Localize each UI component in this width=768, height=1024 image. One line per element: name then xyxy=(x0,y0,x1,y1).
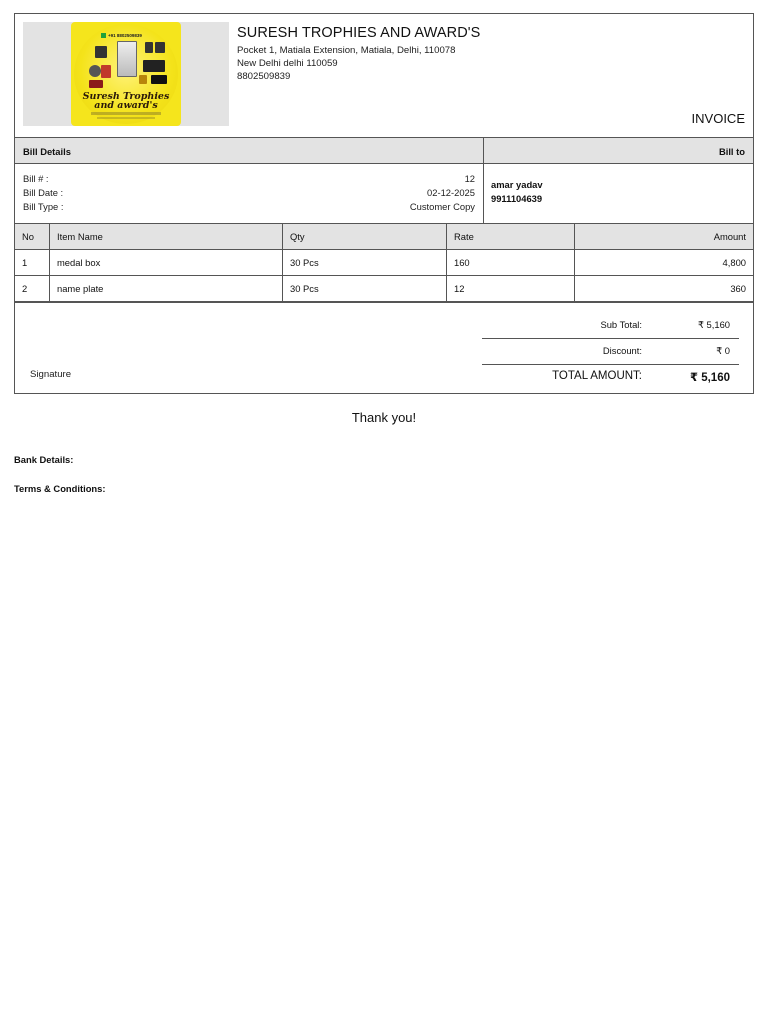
bill-to-header: Bill to xyxy=(718,146,745,157)
logo-phone: +91 8802509839 xyxy=(101,33,142,38)
bill-header-bar xyxy=(15,138,753,164)
cell-rate: 160 xyxy=(447,250,575,276)
bill-number-row xyxy=(23,173,475,187)
cell-rate: 12 xyxy=(447,276,575,302)
bill-type-row xyxy=(23,201,475,215)
cell-amount: 4,800 xyxy=(575,250,754,276)
table-row xyxy=(15,250,753,276)
bill-details-section xyxy=(15,164,753,224)
items-header-row xyxy=(15,224,753,250)
table-row xyxy=(15,276,753,302)
col-qty: Qty xyxy=(283,224,447,250)
shop-name: SURESH TROPHIES AND AWARD'S xyxy=(237,25,481,41)
customer-name: amar yadav xyxy=(491,179,543,190)
invoice-title: INVOICE xyxy=(691,111,745,126)
subtotal-value: ₹ 5,160 xyxy=(697,319,730,330)
invoice-header xyxy=(15,14,753,138)
cell-item-name: name plate xyxy=(50,276,283,302)
bill-to-details xyxy=(491,178,543,206)
logo-container xyxy=(23,22,229,126)
cell-no: 2 xyxy=(15,276,50,302)
bill-type-value: Customer Copy xyxy=(409,201,475,212)
cell-no: 1 xyxy=(15,250,50,276)
customer-phone: 9911104639 xyxy=(491,193,543,204)
bill-type-label: Bill Type : xyxy=(23,201,64,212)
thank-you-note: Thank you! xyxy=(351,410,417,425)
logo-brand-text: Suresh Trophies and award's xyxy=(82,91,170,111)
shop-address-line1: Pocket 1, Matiala Extension, Matiala, Delhi, 110078 xyxy=(237,45,456,56)
discount-label: Discount: xyxy=(602,345,642,356)
bank-details-label: Bank Details: xyxy=(14,454,74,465)
shop-info xyxy=(237,25,480,83)
bill-date-row xyxy=(23,187,475,201)
invoice-document xyxy=(14,13,754,394)
subtotal-label: Sub Total: xyxy=(600,319,642,330)
whatsapp-icon xyxy=(101,33,106,38)
items-table xyxy=(15,224,753,302)
col-rate: Rate xyxy=(447,224,575,250)
divider xyxy=(482,338,739,339)
total-label: TOTAL AMOUNT: xyxy=(552,370,642,382)
discount-value: ₹ 0 xyxy=(716,345,730,356)
shop-logo xyxy=(71,22,181,126)
cell-amount: 360 xyxy=(575,276,754,302)
bill-date-value: 02-12-2025 xyxy=(427,187,475,198)
bill-details-header: Bill Details xyxy=(23,146,71,157)
cell-qty: 30 Pcs xyxy=(283,250,447,276)
col-no: No xyxy=(15,224,50,250)
bill-number-value: 12 xyxy=(464,173,475,184)
terms-label: Terms & Conditions: xyxy=(14,483,106,494)
shop-address-line2: New Delhi delhi 110059 xyxy=(237,58,338,69)
signature-label: Signature xyxy=(30,369,72,380)
totals-section xyxy=(15,302,753,393)
cell-item-name: medal box xyxy=(50,250,283,276)
col-amount: Amount xyxy=(575,224,754,250)
shop-phone: 8802509839 xyxy=(237,71,291,82)
total-value: ₹ 5,160 xyxy=(690,372,730,384)
col-item-name: Item Name xyxy=(50,224,283,250)
bill-date-label: Bill Date : xyxy=(23,187,64,198)
cell-qty: 30 Pcs xyxy=(283,276,447,302)
bill-number-label: Bill # : xyxy=(23,173,49,184)
divider xyxy=(482,364,739,365)
